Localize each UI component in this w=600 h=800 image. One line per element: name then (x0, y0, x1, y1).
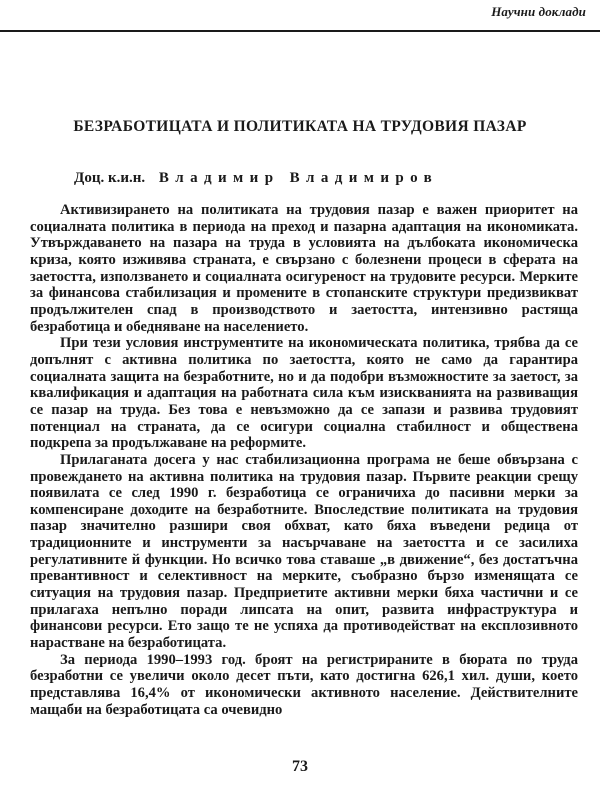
author-line (74, 170, 438, 187)
paragraph: За периода 1990–1993 год. броят на регистрираните в бюрата по труда безработни се увеличи около десет пъти, като достигна 626,1 хил. души, което представлява 16,4% от икономически активното население. Действителните мащаби на безработицата са очевидно (30, 651, 578, 718)
article-body (30, 202, 578, 718)
paragraph: Прилаганата досега у нас стабилизационна програма не беше обвързана с провеждането на активна политика на трудовия пазар. Първите реакции срещу появилата се след 1990 г. безработица се ограничиха до пасивни мерки за компенсиране доходите на безработните. Впоследствие политиката на трудовия пазар значително разшири своя обхват, като бяха въведени редица от традиционните и инструменти за насърчаване на заетостта и се засилиха регулативните й функции. Но всичко това ставаше „в движение“, без достатъчна превантивност и селективност на мерките, съобразно бързо изменящата се ситуация на трудовия пазар. Предприетите активни мерки бяха частични и се прилагаха непълно поради липсата на опит, развита инфраструктура и финансови ресурси. Ето защо те не успяха да противодействат на експлозивното нарастване на безработицата. (30, 451, 578, 652)
author-name: Владимир Владимиров (158, 170, 439, 186)
header-rule (0, 30, 600, 32)
paragraph: При тези условия инструментите на икономическата политика, трябва да се допълнят с активна политика по заетостта, която не само да гарантира социалната защита на безработните, но и да подобри възможностите за заетост, за квалификация и адаптация на работната сила към изискванията на развиващия се пазар на труда. Без това е невъзможно да се запази и развива трудовият потенциал на страната, да се осигури социална стабилност и обществена подкрепа за продължаване на реформите. (30, 335, 578, 452)
article-title: БЕЗРАБОТИЦАТА И ПОЛИТИКАТА НА ТРУДОВИЯ ПАЗАР (73, 118, 527, 135)
page-number: 73 (292, 758, 308, 775)
paragraph: Активизирането на политиката на трудовия пазар е важен приоритет на социалната политика в периода на преход и пазарна адаптация на икономиката. Утвърждаването на пазара на труда в условията на дълбоката икономическа криза, която изживява страната, е свързано с болезнени процеси в сферата на заетостта, използването и социалната осигуреност на трудовите ресурси. Мерките за финансова стабилизация и промените в стопанските структури предизвикват продължителен спад в производството и заетостта, интензивно растяща безработица и обедняване на населението. (30, 202, 578, 335)
running-header: Научни доклади (491, 4, 586, 19)
author-academic-title: Доц. к.и.н. (74, 170, 146, 186)
